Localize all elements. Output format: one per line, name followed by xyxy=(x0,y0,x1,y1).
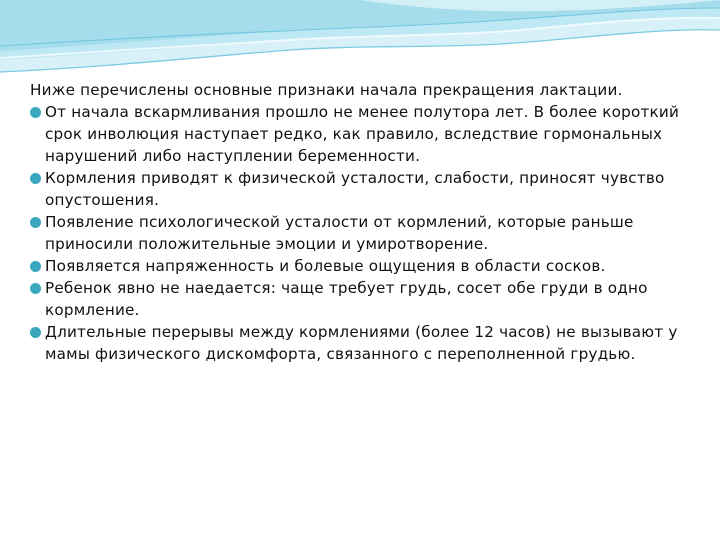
slide-body xyxy=(30,79,690,365)
header-wave-decoration xyxy=(0,0,720,80)
list-item-text: Ребенок явно не наедается: чаще требует грудь, сосет обе груди в одно кормление. xyxy=(45,279,648,319)
bullet-dot-icon xyxy=(30,283,41,294)
list-item-text: Появляется напряженность и болевые ощущения в области сосков. xyxy=(45,257,606,275)
list-item-text: От начала вскармливания прошло не менее полутора лет. В более короткий срок инволюция наступает редко, как правило, вследствие гормональных нарушений либо наступлении беременности. xyxy=(45,103,680,165)
bullet-dot-icon xyxy=(30,217,41,228)
bullet-dot-icon xyxy=(30,173,41,184)
intro-text: Ниже перечислены основные признаки начала прекращения лактации. xyxy=(30,81,623,99)
list-item-text: Длительные перерывы между кормлениями (более 12 часов) не вызывают у мамы физического дискомфорта, связанного с переполненной грудью. xyxy=(45,323,678,363)
bullet-dot-icon xyxy=(30,107,41,118)
list-item-text: Появление психологической усталости от кормлений, которые раньше приносили положительные эмоции и умиротворение. xyxy=(45,213,634,253)
list-item-text: Кормления приводят к физической усталости, слабости, приносят чувство опустошения. xyxy=(45,169,665,209)
list-item xyxy=(30,167,690,211)
list-item xyxy=(30,277,690,321)
bullet-dot-icon xyxy=(30,327,41,338)
list-item xyxy=(30,321,690,365)
list-item xyxy=(30,211,690,255)
signs-list xyxy=(30,101,690,365)
list-item xyxy=(30,101,690,167)
bullet-dot-icon xyxy=(30,261,41,272)
list-item xyxy=(30,255,690,277)
